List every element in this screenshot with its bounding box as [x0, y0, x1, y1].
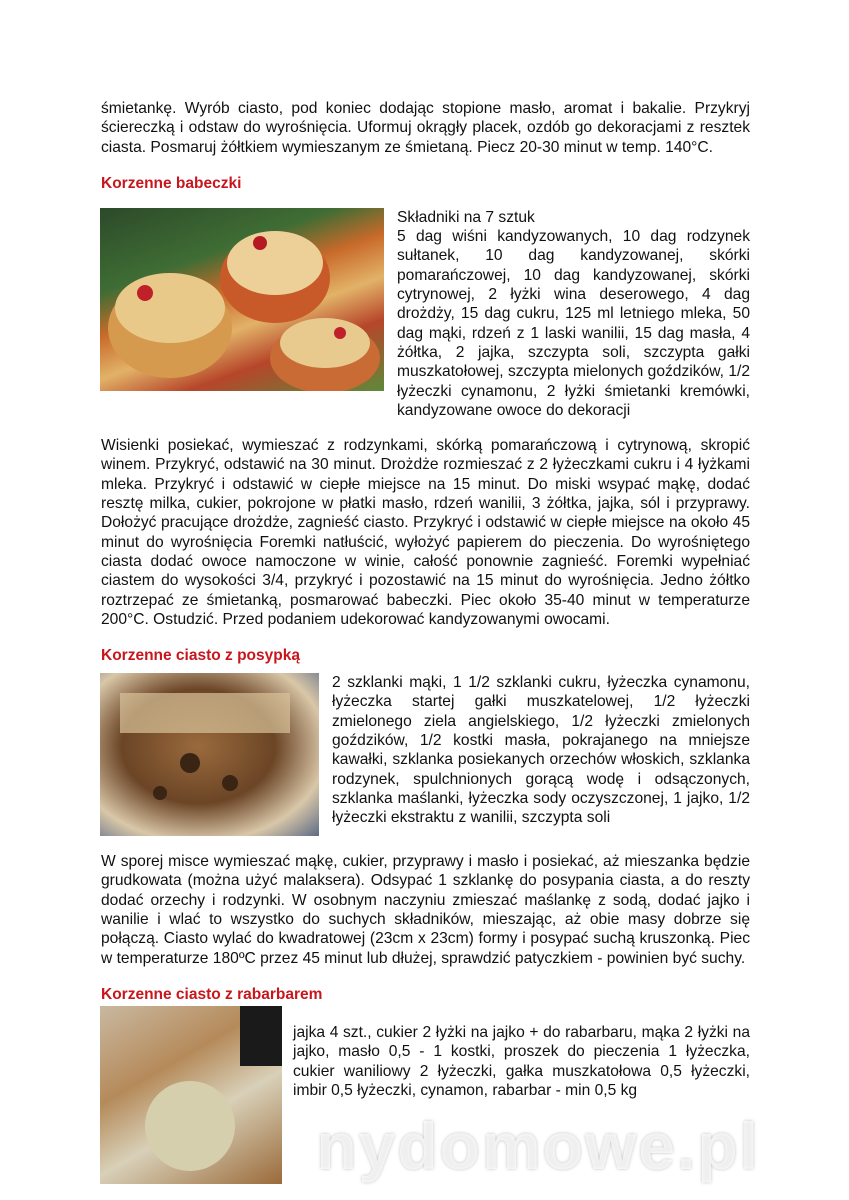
recipe-title-posypka: Korzenne ciasto z posypką — [101, 647, 300, 665]
document-column — [101, 99, 750, 1184]
muffins-photo — [100, 208, 384, 391]
babeczki-ingredients-block — [397, 208, 750, 420]
ingredients-rabarbar: jajka 4 szt., cukier 2 łyżki na jajko + do rabarbaru, mąka 2 łyżki na jajko, masło 0,5 - 1 kostki, proszek do pieczenia 1 łyżeczka, cukier waniliowy 2 łyżeczki, gałka muszkatołowa 0,5 łyżeczki, imbir 0,5 łyżeczki, cynamon, rabarbar - min 0,5 kg — [293, 1023, 750, 1099]
recipe-title-rabarbar: Korzenne ciasto z rabarbarem — [101, 985, 323, 1003]
posypka-row — [101, 673, 750, 836]
ingredients-heading-babeczki: Składniki na 7 sztuk — [397, 208, 535, 226]
watermark: nydomowe.pl — [316, 1109, 760, 1183]
method-babeczki: Wisienki posiekać, wymieszać z rodzynkami, skórką pomarańczową i cytrynową, skropić winem. Przykryć, odstawić na 30 minut. Drożdże rozmieszać z 2 łyżeczkami cukru i 4 łyżkami mleka. Przykryć i odstawić w ciepłe miejsce na 15 minut. Do miski wsypać mąkę, dodać resztę milka, cukier, pokrojone w płatki masło, rdzeń wanilii, 3 żółtka, jajka, sól i przyprawy. Dołożyć pracujące drożdże, zagnieść ciasto. Przykryć i odstawić w ciepłe miejsce na około 45 minut do wyrośnięcia Foremki natłuścić, wyłożyć papierem do pieczenia. Do wyrośniętego ciasta dodać owoce namoczone w winie, całość ponownie zagnieść. Foremki wypełniać ciastem do wysokości 3/4, przykryć i pozostawić na 15 minut do wyrośnięcia. Jedno żółtko roztrzepać ze śmietanką, posmarować babeczki. Piec około 35-40 minut w temperaturze 200°C. Ostudzić. Przed podaniem udekorować kandyzowanymi owocami. — [101, 437, 750, 628]
recipe-title-babeczki: Korzenne babeczki — [101, 174, 242, 192]
method-posypka: W sporej misce wymieszać mąkę, cukier, przyprawy i masło i posiekać, aż mieszanka będzie grudkowata (można użyć malaksera). Odsypać 1 szklankę do posypania ciasta, a do reszty dodać orzechy i rodzynki. W osobnym naczyniu zmieszać maślankę z sodą, dodać jajko i wanilie i wlać to wszystko do suchych składników, mieszając, aż obie masy dobrze się połączą. Ciasto wylać do kwadratowej (23cm x 23cm) formy i posypać suchą kruszonką. Piec w temperaturze 180ºC przez 45 minut lub dłużej, sprawdzić patyczkiem - powinien być suchy. — [101, 853, 750, 967]
babeczki-row — [101, 208, 750, 420]
crumb-cake-photo — [100, 673, 319, 836]
ingredients-babeczki: 5 dag wiśni kandyzowanych, 10 dag rodzynek sułtanek, 10 dag kandyzowanej, skórki pomarańczowej, 10 dag kandyzowanej, skórki cytrynowej, 2 łyżki wina deserowego, 4 dag drożdży, 15 dag cukru, 125 ml letniego mleka, 50 dag mąki, rdzeń z 1 laski wanilii, 15 dag masła, 4 żółtka, 2 jajka, szczypta soli, szczypta gałki muszkatołowej, szczypta mielonych goździków, 1/2 łyżeczki cynamonu, 2 łyżki śmietanki kremówki, kandyzowane owoce do dekoracji — [397, 228, 750, 419]
intro-paragraph: śmietankę. Wyrób ciasto, pod koniec dodając stopione masło, aromat i bakalie. Przykryj ściereczką i odstaw do wyrośnięcia. Uformuj okrągły placek, ozdób go dekoracjami z resztek ciasta. Posmaruj żółtkiem wymieszanym ze śmietaną. Piecz 20-30 minut w temp. 140°C. — [101, 100, 750, 156]
ingredients-posypka: 2 szklanki mąki, 1 1/2 szklanki cukru, łyżeczka cynamonu, łyżeczka startej gałki muszkatelowej, 1/2 łyżeczki zmielonego ziela angielskiego, 1/2 łyżeczki zmielonych goździków, 1/2 kostki masła, pokrajanego na mniejsze kawałki, szklanka posiekanych orzechów włoskich, szklanka rodzynek, spulchnionych gorącą wodę i odsączonych, szklanka maślanki, łyżeczka sody oczyszczonej, 1 jajko, 1/2 łyżeczki ekstraktu z wanilii, szczypta soli — [332, 674, 750, 827]
